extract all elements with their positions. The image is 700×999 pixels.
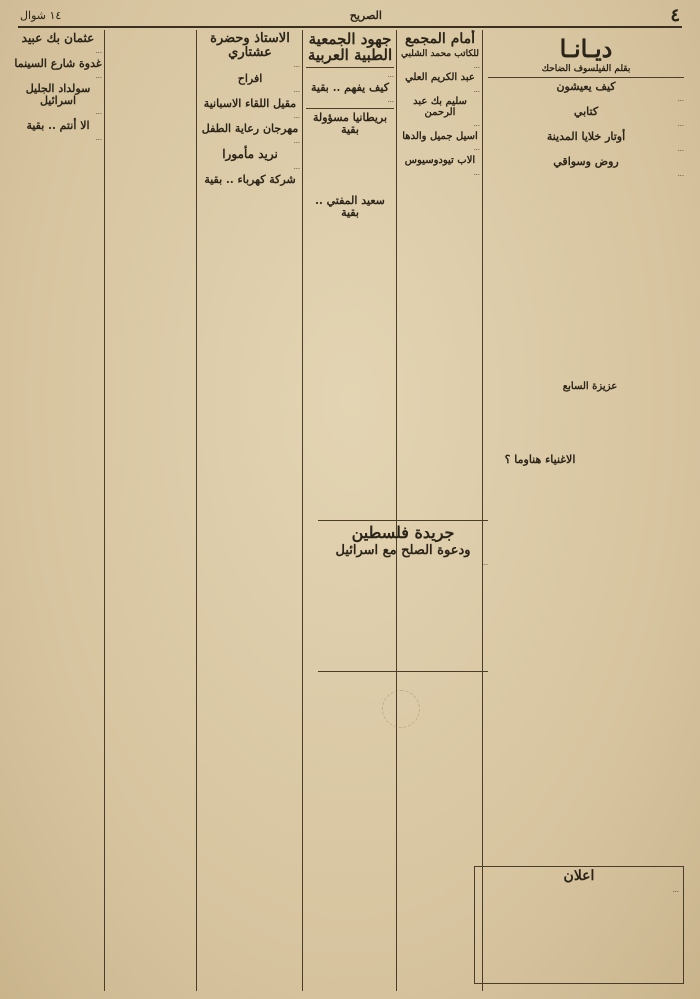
column-1 bbox=[488, 30, 684, 991]
column-title: أمام المجمع bbox=[404, 31, 476, 47]
article-text: ... bbox=[95, 71, 102, 80]
subhead: الاب تيودوسيوس bbox=[404, 155, 476, 167]
article-text: ... bbox=[677, 94, 684, 103]
article-text: ... bbox=[387, 70, 394, 79]
header-rule bbox=[18, 26, 682, 28]
column-2 bbox=[400, 30, 480, 991]
subhead: عبد الكريم العلي bbox=[405, 72, 475, 84]
subhead: سولداد الجليل اسرائيل bbox=[25, 82, 91, 107]
subhead: افراح bbox=[237, 71, 263, 85]
subhead: شركة كهرباء .. بقية bbox=[204, 173, 296, 187]
subhead: الا أنتم .. بقية bbox=[26, 119, 90, 133]
article-text: ... bbox=[677, 144, 684, 153]
feature-box bbox=[318, 520, 488, 672]
column-title: عثمان بك عبيد bbox=[21, 31, 95, 45]
byline: للكاتب محمد الشلبي bbox=[400, 48, 480, 59]
subhead: مهرجان رعاية الطفل bbox=[201, 122, 299, 136]
article-text: ... bbox=[473, 61, 480, 70]
column-title: جهود الجمعية الطبية العربية bbox=[307, 30, 393, 64]
article-text: ... bbox=[293, 61, 300, 70]
section-title: روض وسواقي bbox=[553, 155, 619, 169]
paper-stain bbox=[382, 690, 420, 728]
subhead: كيف يفهم .. بقية bbox=[311, 81, 389, 95]
article-text: ... bbox=[677, 119, 684, 128]
advert-text: ... bbox=[672, 885, 679, 894]
advert-title: اعلان bbox=[563, 868, 595, 884]
article-text: ... bbox=[95, 133, 102, 142]
subhead: مقيل اللقاء الاسبانية bbox=[203, 97, 297, 111]
column-4 bbox=[200, 30, 300, 991]
column-title: ديـانـا bbox=[559, 34, 613, 63]
column-separator bbox=[104, 30, 105, 991]
article-text: ... bbox=[95, 46, 102, 55]
page-number: ٤ bbox=[670, 4, 680, 26]
feature-subtitle: ودعوة الصلح مع اسرائيل bbox=[335, 542, 471, 558]
subhead: بريطانيا مسؤولة بقية bbox=[312, 111, 388, 136]
article-text: ... bbox=[293, 162, 300, 171]
article-text: ... bbox=[473, 144, 480, 153]
article-text: ... bbox=[473, 85, 480, 94]
feature-text: ... bbox=[481, 559, 488, 568]
column-separator bbox=[302, 30, 303, 991]
subhead: عزيزة السابع bbox=[562, 381, 618, 392]
byline: بقلم الفيلسوف الضاحك bbox=[541, 64, 631, 74]
paper-name: الصريح bbox=[349, 8, 382, 22]
column-5 bbox=[14, 30, 102, 991]
article-text: ... bbox=[293, 86, 300, 95]
article-text: ... bbox=[473, 168, 480, 177]
section-title: أوتار خلايا المدينة bbox=[546, 130, 626, 144]
page-header bbox=[20, 6, 680, 24]
subhead: غدوة شارع السينما bbox=[14, 57, 102, 71]
subhead: سليم بك عبد الرحمن bbox=[413, 96, 467, 118]
article-text: ... bbox=[387, 95, 394, 104]
section-title: كتابي bbox=[573, 105, 599, 119]
column-separator bbox=[196, 30, 197, 991]
column-title: الاستاذ وحضرة عشتاري bbox=[210, 31, 290, 60]
subhead: سعيد المفتي .. بقية bbox=[315, 194, 385, 219]
subhead: نريد مأمورا bbox=[222, 147, 278, 162]
subhead: الاغنياء هناوما ؟ bbox=[504, 453, 576, 466]
section-title: كيف يعيشون bbox=[556, 80, 616, 93]
issue-date: ١٤ شوال bbox=[20, 8, 62, 22]
article-text: ... bbox=[293, 111, 300, 120]
article-text: ... bbox=[293, 136, 300, 145]
article-text: ... bbox=[677, 169, 684, 178]
subhead: اسيل جميل والدها bbox=[402, 130, 478, 142]
feature-title: جريدة فلسطين bbox=[351, 523, 455, 542]
article-text: ... bbox=[95, 108, 102, 117]
column-3 bbox=[306, 30, 394, 991]
advert-box bbox=[474, 866, 684, 984]
column-separator bbox=[396, 30, 397, 991]
article-text: ... bbox=[473, 120, 480, 129]
column-separator bbox=[482, 30, 483, 991]
